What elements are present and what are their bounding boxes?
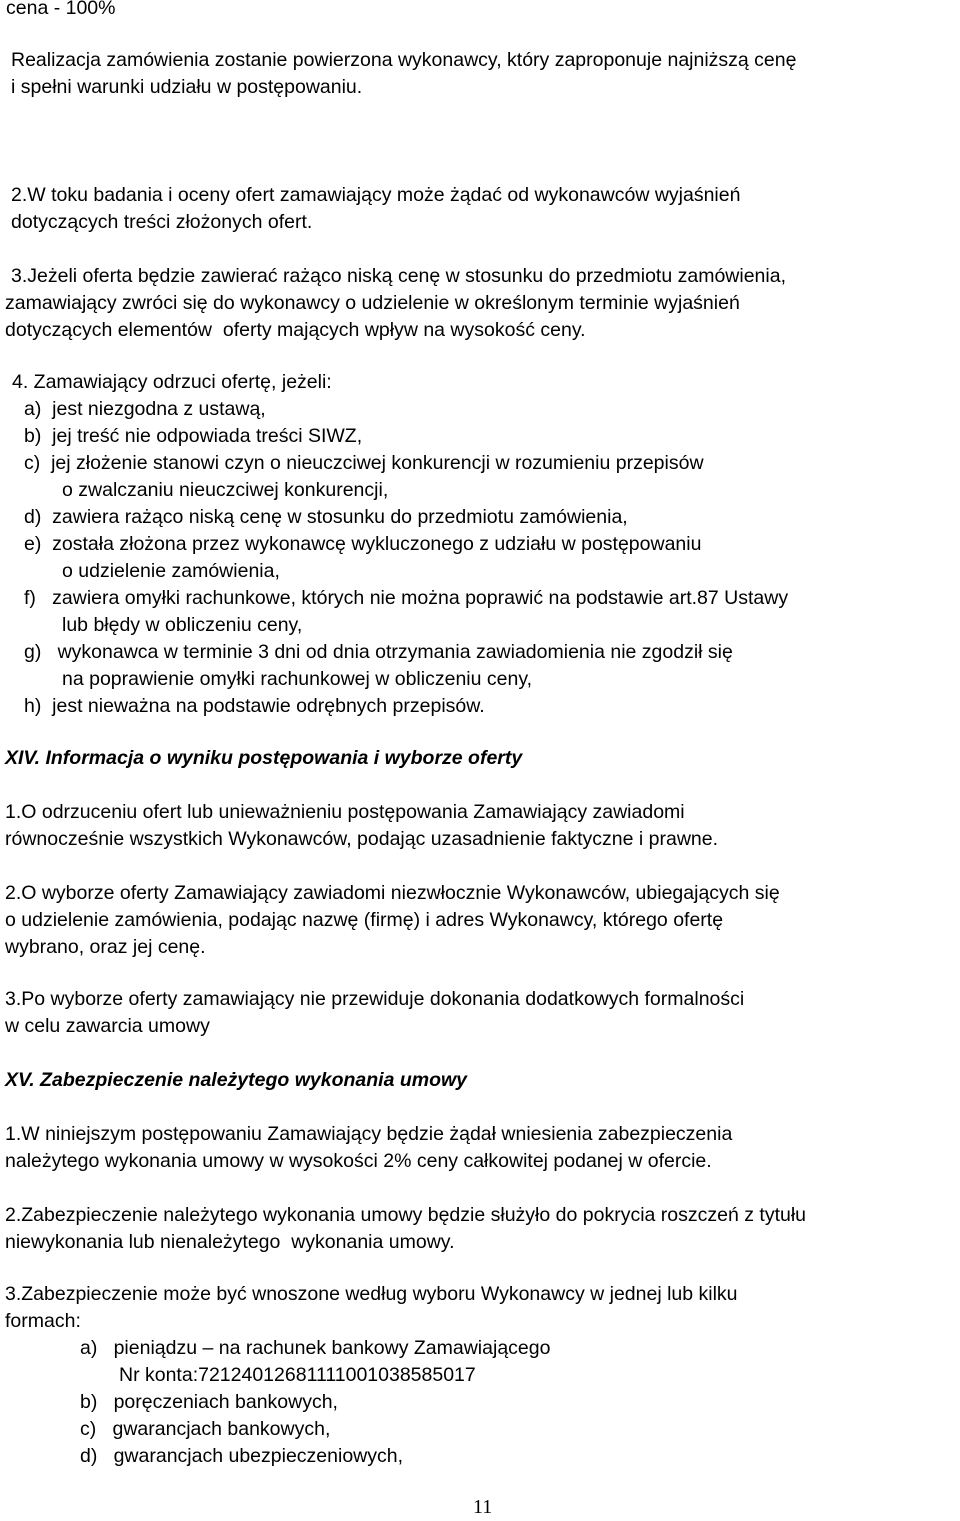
paragraph-line: należytego wykonania umowy w wysokości 2% ceny całkowitej podanej w ofercie. <box>5 1150 712 1172</box>
paragraph-line: 2.Zabezpieczenie należytego wykonania umowy będzie służyło do pokrycia roszczeń z tytułu <box>5 1204 807 1226</box>
paragraph-line: 1.O odrzuceniu ofert lub unieważnieniu postępowania Zamawiający zawiadomi <box>5 801 685 823</box>
list-item: d) gwarancjach ubezpieczeniowych, <box>80 1445 404 1467</box>
paragraph-line: 3.Po wyborze oferty zamawiający nie przewiduje dokonania dodatkowych formalności <box>5 988 745 1010</box>
list-item: g) wykonawca w terminie 3 dni od dnia otrzymania zawiadomienia nie zgodził się <box>24 641 733 663</box>
list-item: a) pieniądzu – na rachunek bankowy Zamawiającego <box>80 1337 551 1359</box>
list-item: d) zawiera rażąco niską cenę w stosunku do przedmiotu zamówienia, <box>24 506 628 528</box>
paragraph-line: 2.O wyborze oferty Zamawiający zawiadomi niezwłocznie Wykonawców, ubiegających się <box>5 882 780 904</box>
list-item: e) została złożona przez wykonawcę wykluczonego z udziału w postępowaniu <box>24 533 702 555</box>
section-heading: XIV. Informacja o wyniku postępowania i wyborze oferty <box>5 747 523 769</box>
paragraph-line: wybrano, oraz jej cenę. <box>5 936 206 958</box>
list-item-continuation: o udzielenie zamówienia, <box>62 560 280 582</box>
list-item: a) jest niezgodna z ustawą, <box>24 398 266 420</box>
page-number: 11 <box>473 1496 493 1518</box>
paragraph-line: zamawiający zwróci się do wykonawcy o udzielenie w określonym terminie wyjaśnień <box>5 292 740 314</box>
list-item: c) gwarancjach bankowych, <box>80 1418 331 1440</box>
paragraph-line: dotyczących elementów oferty mających wpływ na wysokość ceny. <box>5 319 586 341</box>
paragraph-line: w celu zawarcia umowy <box>5 1015 210 1037</box>
list-item: f) zawiera omyłki rachunkowe, których nie można poprawić na podstawie art.87 Ustawy <box>24 587 789 609</box>
paragraph-line: 2.W toku badania i oceny ofert zamawiający może żądać od wykonawców wyjaśnień <box>11 184 741 206</box>
list-item: b) jej treść nie odpowiada treści SIWZ, <box>24 425 363 447</box>
section-heading: XV. Zabezpieczenie należytego wykonania umowy <box>5 1069 468 1091</box>
paragraph-line: równocześnie wszystkich Wykonawców, podając uzasadnienie faktyczne i prawne. <box>5 828 719 850</box>
list-item: b) poręczeniach bankowych, <box>80 1391 338 1413</box>
paragraph-line: dotyczących treści złożonych ofert. <box>11 211 313 233</box>
text-line: cena - 100% <box>6 0 116 19</box>
paragraph-line: niewykonania lub nienależytego wykonania umowy. <box>5 1231 455 1253</box>
paragraph-line: 3.Jeżeli oferta będzie zawierać rażąco niską cenę w stosunku do przedmiotu zamówienia, <box>11 265 786 287</box>
list-item-continuation: lub błędy w obliczeniu ceny, <box>62 614 303 636</box>
list-item-continuation: o zwalczaniu nieuczciwej konkurencji, <box>62 479 389 501</box>
list-item-continuation: Nr konta:72124012681111001038585017 <box>119 1364 476 1386</box>
paragraph-line: i spełni warunki udziału w postępowaniu. <box>11 76 363 98</box>
paragraph-line: formach: <box>5 1310 81 1332</box>
list-heading: 4. Zamawiający odrzuci ofertę, jeżeli: <box>12 371 332 393</box>
paragraph-line: Realizacja zamówienia zostanie powierzona wykonawcy, który zaproponuje najniższą cenę <box>11 49 797 71</box>
paragraph-line: 3.Zabezpieczenie może być wnoszone według wyboru Wykonawcy w jednej lub kilku <box>5 1283 738 1305</box>
list-item-continuation: na poprawienie omyłki rachunkowej w obliczeniu ceny, <box>62 668 533 690</box>
paragraph-line: 1.W niniejszym postępowaniu Zamawiający będzie żądał wniesienia zabezpieczenia <box>5 1123 733 1145</box>
paragraph-line: o udzielenie zamówienia, podając nazwę (firmę) i adres Wykonawcy, którego ofertę <box>5 909 724 931</box>
list-item: h) jest nieważna na podstawie odrębnych przepisów. <box>24 695 485 717</box>
list-item: c) jej złożenie stanowi czyn o nieuczciwej konkurencji w rozumieniu przepisów <box>24 452 704 474</box>
